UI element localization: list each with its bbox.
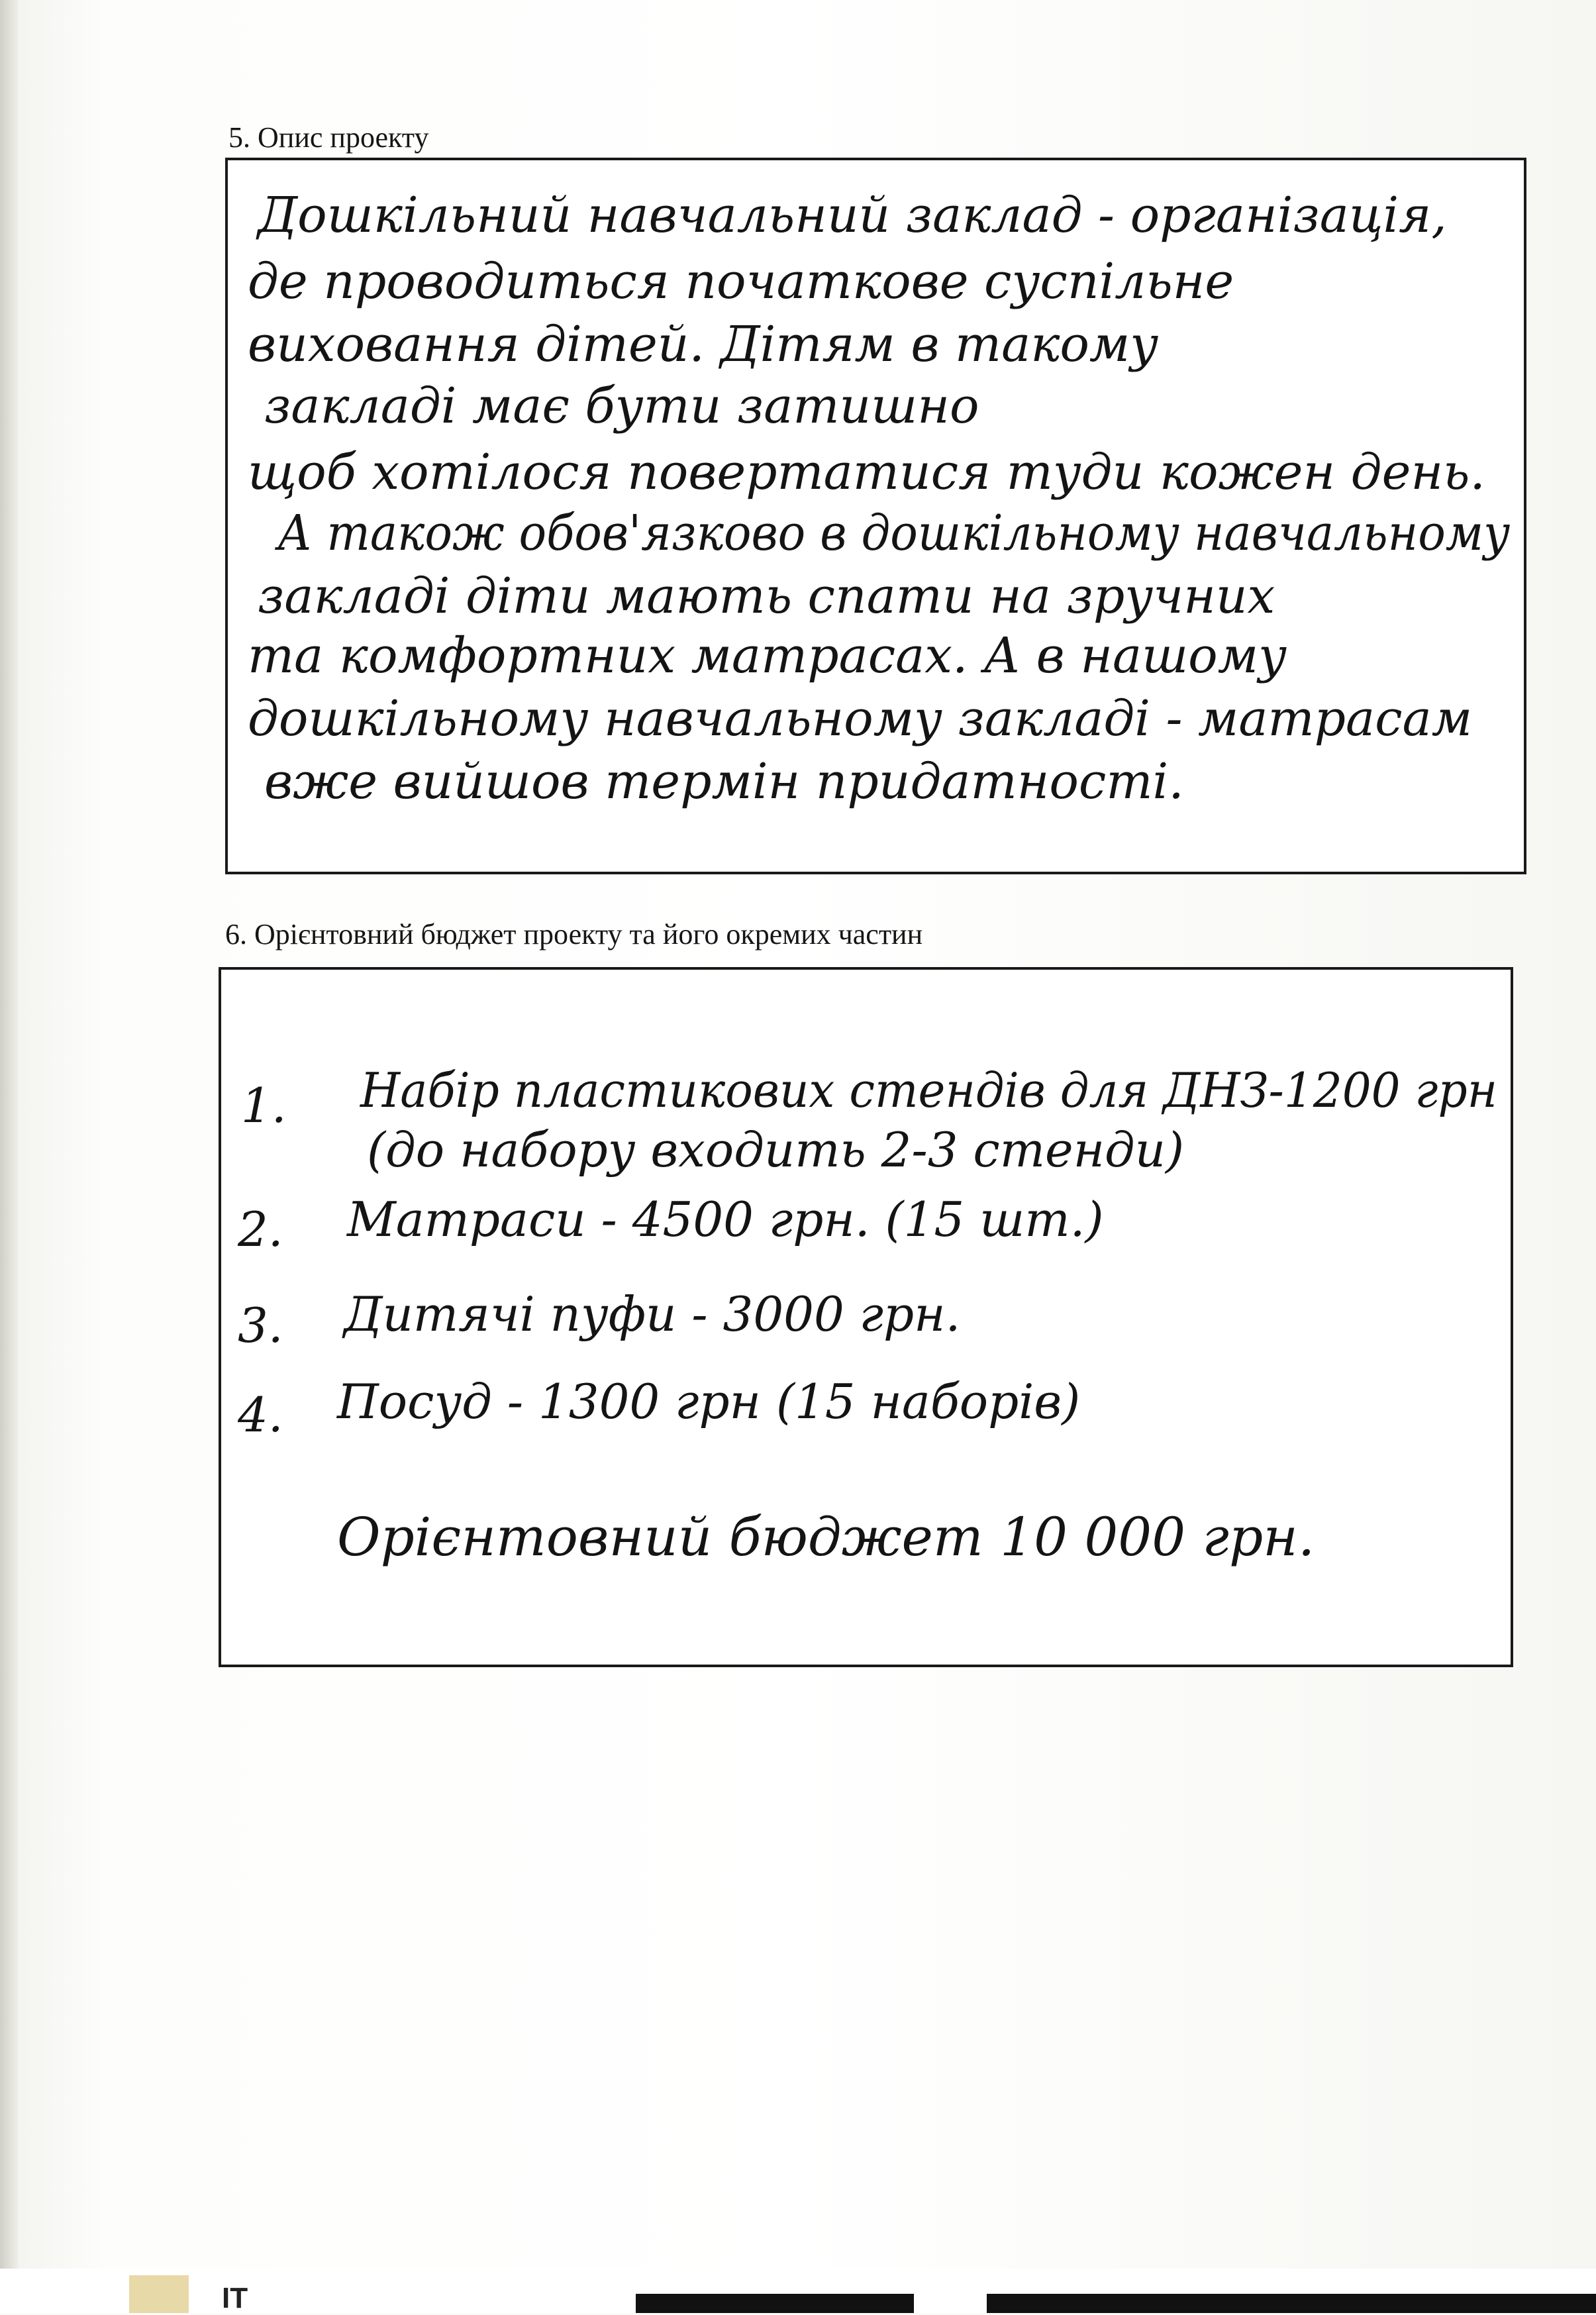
tape-fragment bbox=[129, 2275, 189, 2313]
item-number: 3. bbox=[238, 1298, 283, 1353]
description-line: А також обов'язково в дошкільному навчальному bbox=[277, 505, 1511, 562]
description-line: закладі має бути затишно bbox=[264, 378, 979, 435]
item-number: 4. bbox=[238, 1387, 283, 1443]
section-5-title: 5. Опис проекту bbox=[228, 121, 429, 154]
bottom-mark: IT bbox=[222, 2282, 248, 2314]
description-line: Дошкільний навчальний заклад - організація, bbox=[258, 187, 1447, 244]
budget-box bbox=[219, 967, 1513, 1667]
section-6-title: 6. Орієнтовний бюджет проекту та його окремих частин bbox=[225, 918, 923, 951]
budget-item-text: Матраси - 4500 грн. (15 шт.) bbox=[347, 1192, 1104, 1247]
description-line: та комфортних матрасах. А в нашому bbox=[248, 627, 1287, 684]
budget-item-note: (до набору входить 2-3 стенди) bbox=[367, 1122, 1185, 1178]
description-line: закладі діти мають спати на зручних bbox=[258, 568, 1275, 625]
item-number: 1. bbox=[241, 1078, 287, 1133]
budget-item-text: Набір пластикових стендів для ДНЗ-1200 грн bbox=[360, 1062, 1498, 1118]
budget-item-text: Дитячі пуфи - 3000 грн. bbox=[344, 1286, 961, 1342]
scan-bottom-edge bbox=[0, 2269, 1596, 2313]
dark-strip bbox=[987, 2294, 1596, 2313]
budget-item-text: Посуд - 1300 грн (15 наборів) bbox=[337, 1374, 1081, 1429]
description-line: виховання дітей. Дітям в такому bbox=[248, 316, 1159, 373]
description-line: дошкільному навчальному закладі - матрасам bbox=[248, 690, 1473, 747]
description-line: де проводиться початкове суспільне bbox=[248, 253, 1234, 310]
description-line: вже вийшов термін придатності. bbox=[264, 753, 1184, 810]
budget-total: Орієнтовний бюджет 10 000 грн. bbox=[337, 1506, 1315, 1568]
description-line: щоб хотілося повертатися туди кожен день. bbox=[248, 444, 1485, 501]
project-description-box bbox=[225, 158, 1526, 874]
dark-strip bbox=[636, 2294, 914, 2313]
item-number: 2. bbox=[238, 1202, 283, 1257]
page-edge-shadow bbox=[0, 0, 19, 2313]
